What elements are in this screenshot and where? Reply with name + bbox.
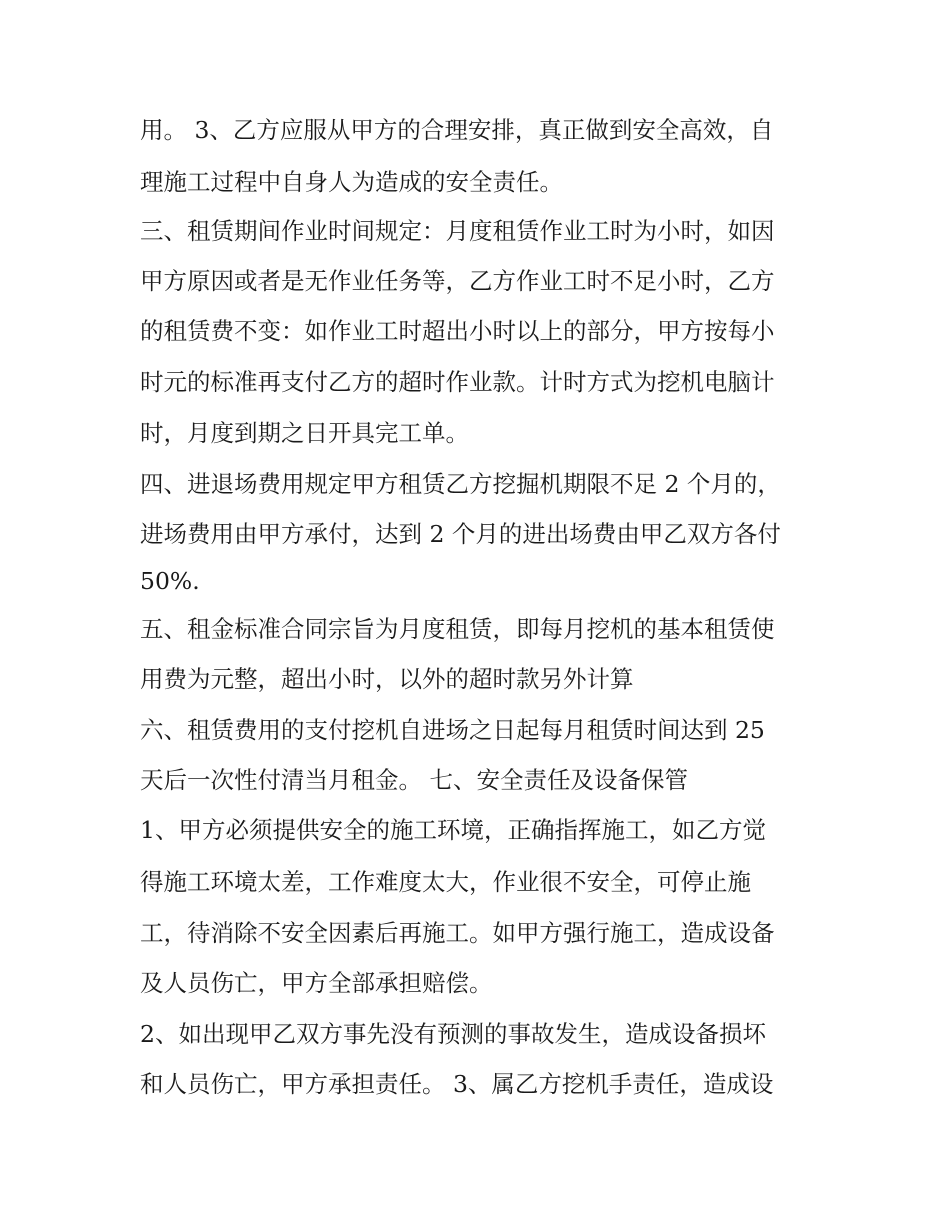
text-line: 1、甲方必须提供安全的施工环境，正确指挥施工，如乙方觉 [140,816,766,844]
text-line: 及人员伤亡，甲方全部承担赔偿。 [140,969,493,997]
text-line: 的租赁费不变：如作业工时超出小时以上的部分，甲方按每小 [140,317,775,345]
text-line: 50%. [140,567,200,595]
text-line: 六、租赁费用的支付挖机自进场之日起每月租赁时间达到 25 [140,716,765,744]
text-line: 进场费用由甲方承付，达到 2 个月的进出场费由甲乙双方各付 [140,520,781,548]
text-line: 时元的标准再支付乙方的超时作业款。计时方式为挖机电脑计 [140,368,775,396]
text-line: 2、如出现甲乙双方事先没有预测的事故发生，造成设备损坏 [140,1020,766,1048]
text-line: 和人员伤亡，甲方承担责任。 3、属乙方挖机手责任，造成设 [140,1070,774,1098]
text-line: 甲方原因或者是无作业任务等，乙方作业工时不足小时，乙方 [140,267,775,295]
text-line: 三、租赁期间作业时间规定：月度租赁作业工时为小时，如因 [140,217,775,245]
text-line: 天后一次性付清当月租金。 七、安全责任及设备保管 [140,766,688,794]
text-line: 理施工过程中自身人为造成的安全责任。 [140,168,563,196]
text-line: 得施工环境太差，工作难度太大，作业很不安全，可停止施 [140,868,751,896]
text-line: 用。 3、乙方应服从甲方的合理安排，真正做到安全高效，自 [140,116,774,144]
text-line: 用费为元整，超出小时，以外的超时款另外计算 [140,665,634,693]
text-line: 五、租金标准合同宗旨为月度租赁，即每月挖机的基本租赁使 [140,615,775,643]
text-line: 工，待消除不安全因素后再施工。如甲方强行施工，造成设备 [140,919,775,947]
text-line: 四、进退场费用规定甲方租赁乙方挖掘机期限不足 2 个月的， [140,470,781,498]
text-line: 时，月度到期之日开具完工单。 [140,419,469,447]
